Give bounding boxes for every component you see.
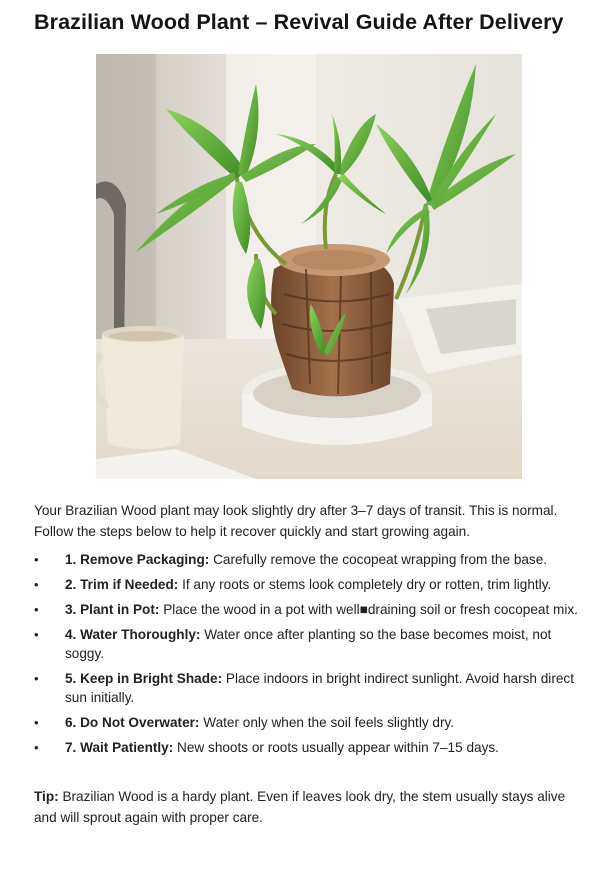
steps-list	[34, 550, 594, 763]
plant-photo	[96, 54, 522, 479]
list-item	[34, 575, 594, 594]
step-text: Place the wood in a pot with well■draining soil or fresh cocopeat mix.	[163, 602, 578, 617]
bullet-icon: •	[34, 552, 39, 567]
step-text: If any roots or stems look completely dry or rotten, trim lightly.	[182, 577, 552, 592]
step-label: 4. Water Thoroughly:	[65, 627, 201, 642]
step-text: Water once after planting so the base becomes moist, not soggy.	[65, 627, 552, 661]
bullet-icon: •	[34, 627, 39, 642]
list-item	[34, 669, 594, 707]
tip-paragraph	[34, 786, 590, 828]
step-label: 1. Remove Packaging:	[65, 552, 210, 567]
step-label: 5. Keep in Bright Shade:	[65, 671, 223, 686]
step-label: 2. Trim if Needed:	[65, 577, 179, 592]
list-item	[34, 625, 594, 663]
bullet-icon: •	[34, 602, 39, 617]
bullet-icon: •	[34, 740, 39, 755]
list-item	[34, 600, 594, 619]
step-label: 7. Wait Patiently:	[65, 740, 174, 755]
step-text: Carefully remove the cocopeat wrapping from the base.	[213, 552, 548, 567]
page-title: Brazilian Wood Plant – Revival Guide After Delivery	[34, 10, 564, 34]
list-item	[34, 713, 594, 732]
list-item	[34, 550, 594, 569]
step-text: New shoots or roots usually appear within 7–15 days.	[177, 740, 499, 755]
step-label: 6. Do Not Overwater:	[65, 715, 200, 730]
bullet-icon: •	[34, 577, 39, 592]
bullet-icon: •	[34, 671, 39, 686]
tip-text: Brazilian Wood is a hardy plant. Even if leaves look dry, the stem usually stays alive and will sprout again with proper care.	[34, 789, 566, 825]
list-item	[34, 738, 594, 757]
step-label: 3. Plant in Pot:	[65, 602, 160, 617]
step-text: Water only when the soil feels slightly dry.	[203, 715, 455, 730]
tip-label: Tip:	[34, 789, 59, 804]
bullet-icon: •	[34, 715, 39, 730]
intro-paragraph: Your Brazilian Wood plant may look slightly dry after 3–7 days of transit. This is normal. Follow the steps below to help it recover quickly and start growing again.	[34, 503, 558, 539]
step-text: Place indoors in bright indirect sunlight. Avoid harsh direct sun initially.	[65, 671, 574, 705]
